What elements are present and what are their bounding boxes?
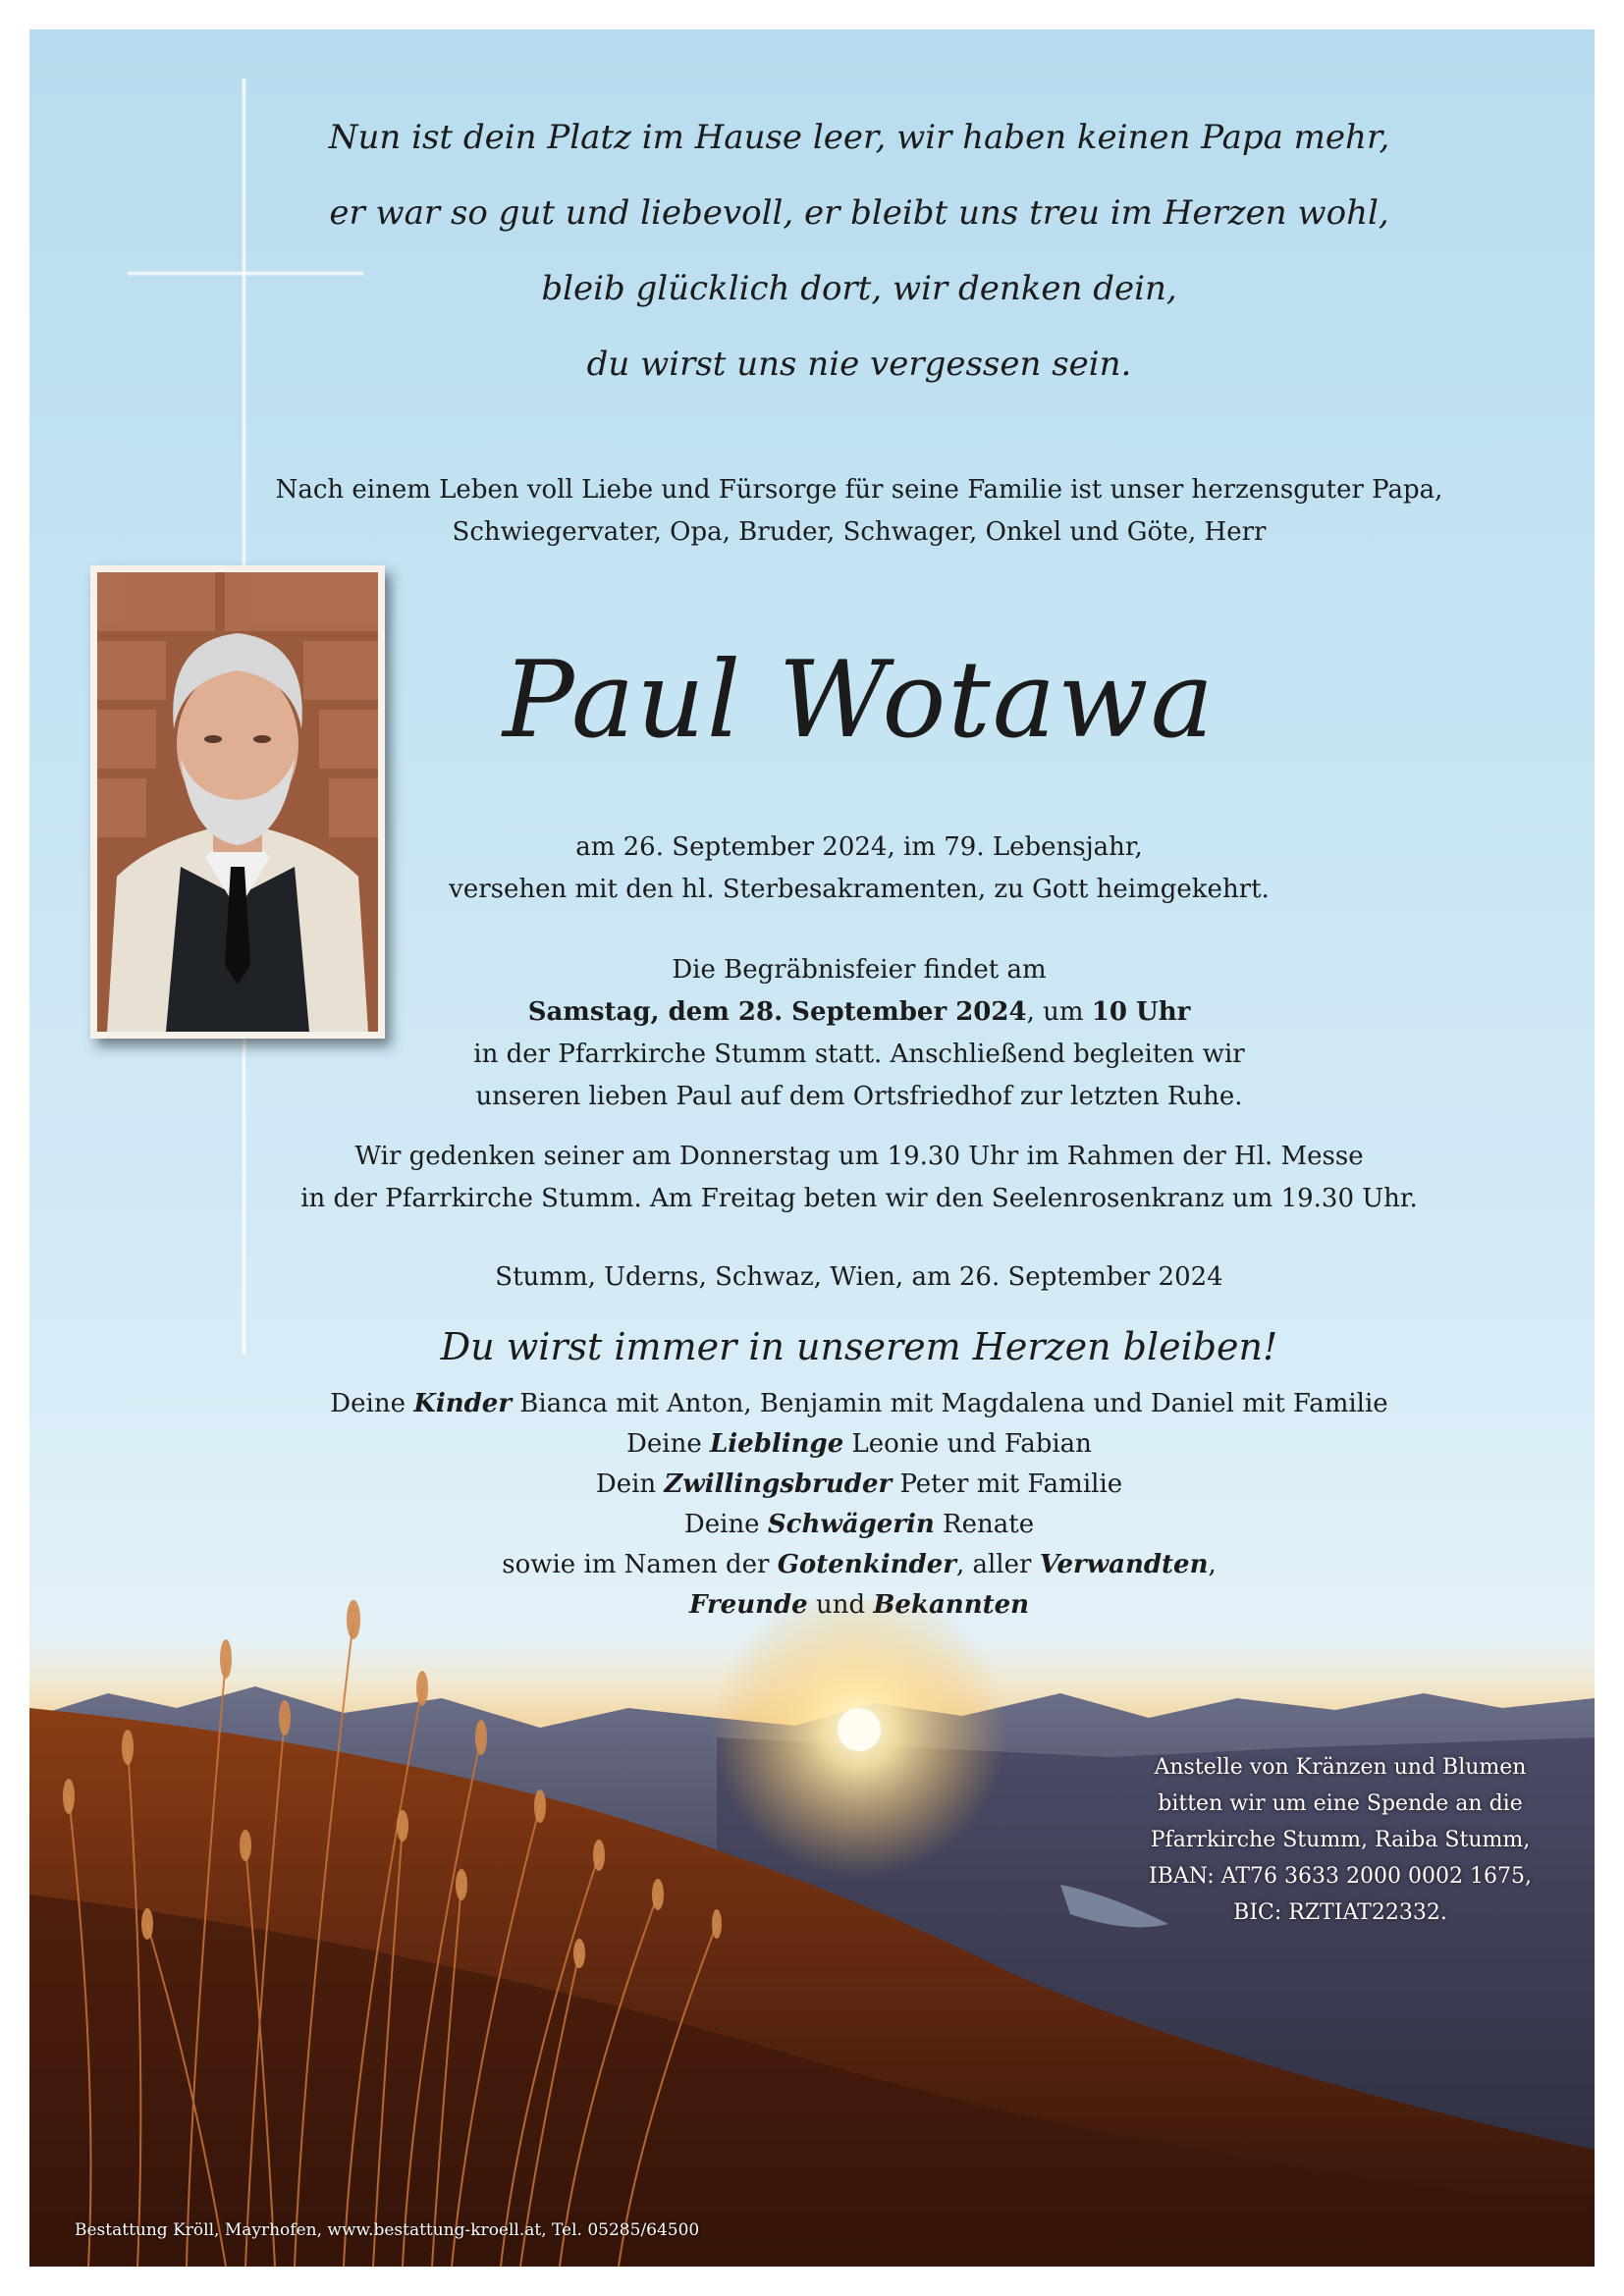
family-line xyxy=(285,1585,1434,1626)
motto: Du wirst immer in unserem Herzen bleiben! xyxy=(440,1325,1278,1368)
family-text: und xyxy=(807,1590,874,1620)
poem xyxy=(275,100,1443,402)
family-text: Bianca mit Anton, Benjamin mit Magdalena und Daniel mit Familie xyxy=(512,1389,1388,1418)
family-text: Dein xyxy=(595,1469,665,1499)
funeral-date-line xyxy=(285,991,1434,1034)
family-relation: Kinder xyxy=(413,1389,513,1418)
family-text: Deine xyxy=(330,1389,414,1418)
funeral-home-footer: Bestattung Kröll, Mayrhofen, www.bestattung-kroell.at, Tel. 05285/64500 xyxy=(75,2220,700,2240)
memorial-line: Wir gedenken seiner am Donnerstag um 19.30 Uhr im Rahmen der Hl. Messe xyxy=(354,1142,1364,1171)
sunset-landscape-image xyxy=(29,1600,1595,2267)
intro-line: Schwiegervater, Opa, Bruder, Schwager, Onkel und Göte, Herr xyxy=(452,517,1267,547)
family-relation: Freunde xyxy=(688,1590,808,1620)
poem-line: Nun ist dein Platz im Hause leer, wir haben keinen Papa mehr, xyxy=(328,118,1390,157)
donation-line: Anstelle von Kränzen und Blumen xyxy=(1154,1755,1527,1780)
donation-note xyxy=(1139,1749,1542,1931)
family-relation: Zwillingsbruder xyxy=(664,1469,893,1499)
family-relation: Lieblinge xyxy=(710,1429,844,1459)
death-notice-line: am 26. September 2024, im 79. Lebensjahr, xyxy=(575,832,1143,862)
family-relation: Gotenkinder xyxy=(777,1550,956,1579)
family-list xyxy=(285,1384,1434,1626)
donation-line: BIC: RZTIAT22332. xyxy=(1233,1900,1447,1925)
poem-line: bleib glücklich dort, wir denken dein, xyxy=(541,269,1177,308)
death-notice-line: versehen mit den hl. Sterbesakramenten, zu Gott heimgekehrt. xyxy=(449,875,1270,904)
intro-line: Nach einem Leben voll Liebe und Fürsorge für seine Familie ist unser herzensguter Papa, xyxy=(275,475,1443,505)
poem-line: er war so gut und liebevoll, er bleibt uns treu im Herzen wohl, xyxy=(329,193,1389,233)
funeral-time: 10 Uhr xyxy=(1091,997,1191,1027)
death-notice xyxy=(285,827,1434,911)
funeral-line: in der Pfarrkirche Stumm statt. Anschließend begleiten wir xyxy=(473,1040,1245,1069)
family-line xyxy=(285,1465,1434,1505)
family-relation: Schwägerin xyxy=(767,1510,935,1539)
donation-line: bitten wir um eine Spende an die xyxy=(1158,1791,1523,1816)
family-text: Renate xyxy=(934,1510,1035,1539)
memorial-line: in der Pfarrkirche Stumm. Am Freitag beten wir den Seelenrosenkranz um 19.30 Uhr. xyxy=(300,1184,1418,1213)
family-text: Deine xyxy=(626,1429,710,1459)
funeral-date: Samstag, dem 28. September 2024 xyxy=(527,997,1027,1027)
poem-line: du wirst uns nie vergessen sein. xyxy=(586,345,1132,384)
memorial-info xyxy=(285,1136,1434,1220)
family-line xyxy=(285,1384,1434,1424)
funeral-line: Die Begräbnisfeier findet am xyxy=(672,955,1047,985)
family-text: Deine xyxy=(683,1510,768,1539)
funeral-info xyxy=(285,949,1434,1118)
family-text: , xyxy=(1208,1550,1217,1579)
deceased-name: Paul Wotawa xyxy=(503,639,1216,762)
family-relation: Verwandten xyxy=(1039,1550,1209,1579)
intro-text xyxy=(275,469,1443,554)
place-date: Stumm, Uderns, Schwaz, Wien, am 26. September 2024 xyxy=(495,1262,1223,1292)
family-relation: Bekannten xyxy=(873,1590,1030,1620)
family-line xyxy=(285,1545,1434,1585)
funeral-line: unseren lieben Paul auf dem Ortsfriedhof zur letzten Ruhe. xyxy=(475,1082,1243,1111)
family-text: , aller xyxy=(955,1550,1040,1579)
family-text: sowie im Namen der xyxy=(502,1550,778,1579)
obituary-card xyxy=(29,29,1595,2267)
donation-line: IBAN: AT76 3633 2000 0002 1675, xyxy=(1149,1864,1532,1889)
family-line xyxy=(285,1424,1434,1465)
donation-line: Pfarrkirche Stumm, Raiba Stumm, xyxy=(1150,1828,1531,1852)
funeral-date-separator: , um xyxy=(1026,997,1092,1027)
family-line xyxy=(285,1505,1434,1545)
family-text: Peter mit Familie xyxy=(892,1469,1123,1499)
family-text: Leonie und Fabian xyxy=(843,1429,1092,1459)
